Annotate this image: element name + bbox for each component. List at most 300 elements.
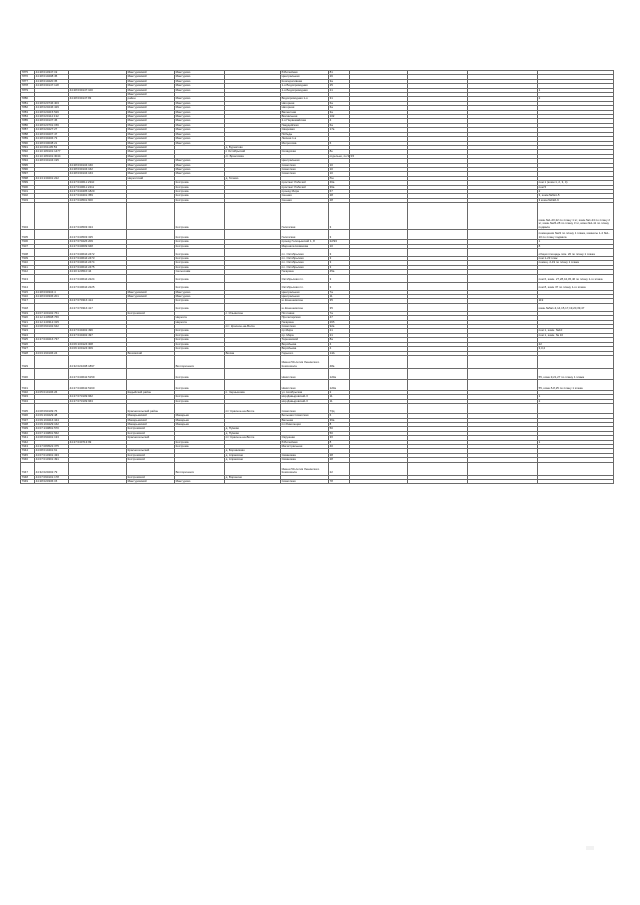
table-cell <box>225 230 281 240</box>
table-cell: 7946 <box>21 458 35 462</box>
table-cell: комн.№1-20,22 по плану 1 эт, комн.№1-24 по плану 2 эт, комн.№26-28 по плану 3 эт, комн.№1-11 по плану подвала <box>538 203 614 230</box>
table-cell: Воробьева <box>281 347 329 351</box>
table-cell: 50 <box>329 427 350 431</box>
table-cell: 7896 <box>21 167 35 171</box>
table-cell <box>350 230 408 240</box>
table-cell: 44:06:100124:308 <box>69 342 127 346</box>
table-cell: 3 <box>329 265 350 269</box>
table-cell: Мантуровский <box>127 123 175 127</box>
table-cell <box>35 249 69 257</box>
table-cell: 7913 <box>21 274 35 282</box>
table-cell: Октябрьская пл. <box>281 282 329 290</box>
table-cell <box>225 282 281 290</box>
table-cell: Лесная 1-я <box>281 137 329 141</box>
table-cell: Мантуровский <box>127 93 175 97</box>
table-cell: 44:28:010208:45 <box>35 75 69 79</box>
table-cell: 7894 <box>21 159 35 163</box>
table-cell: 2 <box>538 97 614 101</box>
table-row <box>21 379 614 390</box>
table-cell: Водопроводная 1-я <box>281 97 329 101</box>
table-cell: Кострома <box>175 181 225 185</box>
table-cell: 44:28:030406:73 <box>35 137 69 141</box>
table-cell <box>408 480 468 484</box>
table-cell: 7929 <box>21 355 35 368</box>
table-cell: Нагорная <box>281 101 329 105</box>
table-cell: п Октябрьский <box>225 150 281 154</box>
page-corner-mark <box>586 846 594 850</box>
table-cell: 44:32:021008:1897 <box>69 355 127 368</box>
table-cell: проезд Мира <box>281 189 329 193</box>
table-cell <box>225 379 281 390</box>
table-cell: б/н <box>329 176 350 180</box>
table-cell: Мантурово <box>175 290 225 294</box>
table-cell: пом 1, комн. № 10 <box>538 333 614 337</box>
table-cell: 44:27:040642:5159 <box>69 368 127 379</box>
table-cell: 44:10:180101:3044 <box>35 154 69 158</box>
table-cell: отдельно, по 9<15 <box>329 153 355 158</box>
table-cell: 44:27:040402:497 <box>69 333 127 337</box>
table-cell: 1-я Водопроводная <box>281 84 329 88</box>
table-cell: 44:27:040644:2475 <box>69 265 127 269</box>
table-cell: Складская <box>281 150 329 154</box>
table-cell: 44:03:190106:24 <box>35 351 69 355</box>
table-cell: Мантуровский <box>127 128 175 132</box>
table-cell: 35 <box>329 299 350 303</box>
table-cell: 102 <box>329 115 350 119</box>
table-cell: 7942 <box>21 440 35 444</box>
table-cell: пом 1, комн. №10 <box>538 329 614 333</box>
table-cell: 67 <box>329 189 350 193</box>
table-cell: Макарьев <box>175 418 225 422</box>
table-cell: ул. Ноябрьская <box>281 390 329 394</box>
table-cell: Мантурово <box>175 123 225 127</box>
table-cell: пл. Октябрьская <box>281 249 329 257</box>
table-cell: 44:28:030137:45 <box>35 119 69 123</box>
table-cell: 28 <box>329 194 350 198</box>
table-cell <box>468 480 538 484</box>
table-cell <box>127 368 175 379</box>
table-cell: Мантуровский <box>127 75 175 79</box>
table-cell: 7914 <box>21 282 35 290</box>
table-cell: Сенная <box>281 194 329 198</box>
table-cell: мкр.Давыдовский-3 <box>281 395 329 399</box>
table-cell: Центральная <box>281 159 329 163</box>
table-cell: район <box>127 97 175 101</box>
table-cell <box>35 355 69 368</box>
table-row <box>21 303 614 311</box>
table-cell: Валентная <box>281 110 329 114</box>
table-cell: 44:27:040402:496 <box>69 329 127 333</box>
table-cell: 7904 <box>21 203 35 230</box>
table-cell: 3,3,4 <box>538 347 614 351</box>
table-cell: Кооперативная <box>281 79 329 83</box>
table-cell: Гагарина <box>281 270 329 274</box>
table-cell: 7933 <box>21 395 35 399</box>
table-cell: 44:28:020246:429 <box>35 106 69 110</box>
table-cell: 26 <box>329 75 350 79</box>
table-cell: 7878 <box>21 84 35 88</box>
table-cell: 44:07:010301:491 <box>35 458 69 462</box>
table-cell: Мантуровский <box>127 106 175 110</box>
table-cell <box>408 368 468 379</box>
table-cell: 3а <box>329 79 350 83</box>
table-cell: Советская <box>281 167 329 171</box>
table-cell: 44:27:070226:209 <box>69 240 127 244</box>
table-cell: 1 <box>538 440 614 444</box>
table-cell: 2 <box>538 189 614 193</box>
table-cell: Кострома <box>175 347 225 351</box>
table-cell: Центральная <box>281 295 329 299</box>
table-cell: Костромской <box>127 427 175 431</box>
table-cell: 73д <box>329 404 350 414</box>
table-cell: 7902 <box>21 194 35 198</box>
table-cell <box>69 480 127 484</box>
table-cell: 7928 <box>21 351 35 355</box>
table-cell: 3 <box>329 261 350 265</box>
table-cell <box>468 379 538 390</box>
table-cell: 44:28:020112:132 <box>35 115 69 119</box>
table-cell <box>538 480 614 484</box>
table-cell: Кострома <box>175 303 225 311</box>
table-cell: 3 <box>329 230 350 240</box>
table-cell: Кострома <box>175 395 225 399</box>
table-cell: д. Пумово <box>225 431 281 435</box>
table-cell: 119 <box>538 299 614 303</box>
table-cell: Мантурово <box>175 137 225 141</box>
table-cell: Кострома <box>175 444 225 448</box>
table-cell: 36а <box>329 185 350 189</box>
table-cell: 3 <box>329 282 350 290</box>
table-cell: 44:27:040611:2310 <box>69 181 127 185</box>
table-cell: 7877 <box>21 79 35 83</box>
table-cell <box>35 203 69 230</box>
table-cell <box>538 404 614 414</box>
table-cell: 44:07:130801:570 <box>35 427 69 431</box>
table-cell: Кострома <box>175 299 225 303</box>
table-cell: Мантуровский <box>127 115 175 119</box>
table-cell <box>225 368 281 379</box>
table-cell: 7900 <box>21 185 35 189</box>
table-cell: 8 <box>329 422 350 426</box>
table-cell: 7940 <box>21 431 35 435</box>
table-cell: 21 <box>329 88 350 92</box>
table-cell: Макарьевский <box>127 422 175 426</box>
table-cell: Мантуровский <box>127 163 175 167</box>
table-row <box>21 480 614 484</box>
table-cell: Имени 50-летия Ленинского Комсомола <box>281 355 329 368</box>
table-cell: 7918 <box>21 303 35 311</box>
table-cell: 7893 <box>21 154 35 158</box>
table-cell: Мантуровский <box>127 480 175 484</box>
table-cell: 44:06:100124:309 <box>69 347 127 351</box>
table-cell: 44:28:030134:162 <box>69 167 127 171</box>
table-cell: Советская <box>281 325 329 329</box>
table-cell: Никитская <box>281 368 329 379</box>
table-row <box>21 404 614 414</box>
table-cell: пом 1 (комн 1, 2, 3, 4) <box>538 181 614 185</box>
table-cell: д. Гилево <box>225 176 281 180</box>
table-cell: мкр.Давыдовский-3 <box>281 399 329 403</box>
table-cell: 7926 <box>21 342 35 346</box>
table-cell: Имени 50-летия Ленинского Комсомола <box>281 462 329 475</box>
table-cell: Волгореченск <box>175 355 225 368</box>
table-cell: 7881 <box>21 101 35 105</box>
table-cell: Центральная <box>281 75 329 79</box>
table-cell: 44:10:180101:1477 <box>35 150 69 154</box>
table-cell: Вохма <box>225 351 281 355</box>
table-cell: Мантурово <box>175 295 225 299</box>
table-cell: 44:27:040644:2225 <box>69 282 127 290</box>
table-cell <box>350 203 408 230</box>
table-cell: 55, комн.5-8,25 по плану 1 этажа <box>538 379 614 390</box>
table-cell: 31 <box>329 97 350 101</box>
table-cell: д. Воронино <box>225 475 281 479</box>
table-cell: с. Ильинское <box>225 311 281 315</box>
table-cell <box>35 230 69 240</box>
table-cell <box>35 274 69 282</box>
table-cell <box>408 462 468 475</box>
table-cell: Нерехта <box>175 316 225 320</box>
table-cell: Мантуровский <box>127 88 175 92</box>
table-cell: 7905 <box>21 230 35 240</box>
table-cell: Нерехтский <box>127 176 175 180</box>
table-cell: 7930 <box>21 368 35 379</box>
table-cell: Кострома <box>175 198 225 202</box>
table-cell: Костромской <box>127 475 175 479</box>
table-cell: 7а <box>329 290 350 294</box>
table-cell: 7903 <box>21 198 35 202</box>
table-cell: 26б <box>329 320 350 324</box>
table-cell: 3б <box>329 436 350 440</box>
table-cell: 7919 <box>21 311 35 315</box>
table-cell: Мантуровский <box>127 84 175 88</box>
table-cell: Макарьевский <box>127 414 175 418</box>
table-cell: 7889 <box>21 137 35 141</box>
table-cell: 44:28:020746:403 <box>35 101 69 105</box>
table-cell <box>69 404 127 414</box>
table-cell: Победы <box>281 132 329 136</box>
table-cell: 40 <box>329 444 350 448</box>
table-cell: 44:28:030134:160 <box>69 163 127 167</box>
table-cell: 44:32:020202:79 <box>35 462 69 475</box>
table-cell: Галичская <box>281 230 329 240</box>
table-cell: 7934 <box>21 399 35 403</box>
table-cell: 7897 <box>21 172 35 176</box>
table-cell: 7917 <box>21 299 35 303</box>
table-cell: 92а <box>329 325 350 329</box>
table-cell: Макарьев <box>175 414 225 418</box>
table-cell: Кострома <box>175 249 225 257</box>
table-cell: Красносельский <box>127 436 175 440</box>
table-cell <box>408 274 468 282</box>
table-cell <box>175 404 225 414</box>
table-cell: Октябрьская пл. <box>281 274 329 282</box>
table-cell: 7901 <box>21 189 35 193</box>
table-cell: Юбилейная <box>281 440 329 444</box>
table-row <box>21 462 614 475</box>
table-cell: 44:28:020215:526 <box>35 110 69 114</box>
table-cell <box>350 282 408 290</box>
table-cell: Советская <box>281 480 329 484</box>
table-cell <box>468 303 538 311</box>
table-cell: 44:27:040501:600 <box>69 198 127 202</box>
table-cell: 6а <box>329 123 350 127</box>
table-cell: 48а <box>329 355 350 368</box>
table-cell: Маршала Новикова <box>281 244 329 248</box>
table-cell: Макарьевский <box>127 418 175 422</box>
table-cell: Гагарина <box>281 320 329 324</box>
table-cell: 44:27:080522:375 <box>35 444 69 448</box>
table-cell: ст. Брантовка <box>225 154 281 158</box>
table-cell <box>468 404 538 414</box>
table-cell: 44:09:160229:162 <box>35 422 69 426</box>
table-cell: Костромской <box>127 311 175 315</box>
table-cell: 47 <box>329 316 350 320</box>
table-cell: 6а <box>329 106 350 110</box>
table-cell: Мантуровский <box>127 172 175 176</box>
table-cell: 11 <box>329 395 350 399</box>
table-cell <box>468 274 538 282</box>
table-cell: 7935 <box>21 404 35 414</box>
table-cell: пр.Мира <box>281 329 329 333</box>
table-cell: 28 <box>329 453 350 457</box>
table-cell <box>225 480 281 484</box>
table-cell: 44:28:030134:163 <box>69 172 127 176</box>
table-cell: Большая Советская <box>281 414 329 418</box>
table-cell: комн.№№1-3,14,15,17,19,20,39,47 <box>538 303 614 311</box>
table-cell <box>350 249 408 257</box>
table-cell: 3 <box>329 257 350 261</box>
table-cell: Вокзальная <box>281 115 329 119</box>
table-cell: 44:28:020336:15 <box>35 480 69 484</box>
table-cell: Сваровая <box>281 128 329 132</box>
table-cell: Мантурово <box>175 172 225 176</box>
table-cell: помещения №22 по плану 1 этажа, комнаты 1-4 №1-10 по плану подвала <box>538 230 614 240</box>
table-cell: 44:27:040609:948 <box>69 244 127 248</box>
table-cell: Мантурово <box>175 97 225 101</box>
table-cell <box>408 355 468 368</box>
table-cell: 44:27:040644:2473 <box>69 257 127 261</box>
table-row <box>21 203 614 230</box>
table-cell: 44:28:030207:47 <box>35 132 69 136</box>
table-cell: Мантуровский <box>127 145 175 149</box>
table-cell: 7886 <box>21 123 35 127</box>
table-cell: 44:28:030147:118 <box>35 84 69 88</box>
table-cell: Мантурово <box>175 141 225 145</box>
table-cell: 120а <box>329 379 350 390</box>
table-cell: 44:28:030134:195 <box>35 159 69 163</box>
table-cell: 44:07:130801:562 <box>35 431 69 435</box>
table-cell: Юбилейная <box>281 71 329 75</box>
table-cell: 44:27:073109:963 <box>69 399 127 403</box>
table-cell: пгт Красное-на-Волге <box>225 404 281 414</box>
table-cell: 44:13:130201:222 <box>35 176 69 180</box>
table-cell: Мантуровский <box>127 167 175 171</box>
table-cell: Кострома <box>175 282 225 290</box>
table-cell: Мантуровский <box>127 137 175 141</box>
table-cell: Костромской <box>127 431 175 435</box>
table-cell: 7888 <box>21 132 35 136</box>
table-cell: 7932 <box>21 390 35 394</box>
table-cell: 44:27:040503:324 <box>69 203 127 230</box>
table-cell: Кострома <box>175 230 225 240</box>
table-cell: 7891 <box>21 145 35 149</box>
table-cell: Мантурово <box>175 106 225 110</box>
table-cell: 45а <box>329 270 350 274</box>
table-cell: 2 <box>329 390 350 394</box>
table-cell <box>350 355 408 368</box>
table-cell: 7927 <box>21 347 35 351</box>
table-cell: проспект Рабочий <box>281 181 329 185</box>
table-cell: 3, комн.№№1-5 <box>538 194 614 198</box>
table-cell: 44:27:040216:737 <box>35 338 69 342</box>
table-cell: Мантуровский <box>127 110 175 114</box>
table-cell: 44:27:040644:2224 <box>69 274 127 282</box>
table-cell <box>350 368 408 379</box>
table-cell: 1 <box>538 395 614 399</box>
table-cell: 7885 <box>21 119 35 123</box>
table-cell: Кострома <box>175 329 225 333</box>
table-cell: Сенная <box>281 198 329 202</box>
table-cell <box>408 249 468 257</box>
table-cell <box>408 404 468 414</box>
table-cell: 8а <box>329 338 350 342</box>
table-cell: Костромской <box>127 453 175 457</box>
table-cell <box>127 249 175 257</box>
table-cell: Кострома <box>175 342 225 346</box>
table-cell <box>538 355 614 368</box>
table-cell: 4 <box>329 119 350 123</box>
table-cell <box>127 282 175 290</box>
table-cell <box>408 379 468 390</box>
table-cell: 10 <box>329 163 350 167</box>
table-cell: 44:28:030336:201 <box>35 295 69 299</box>
table-cell: 7910 <box>21 261 35 265</box>
table-cell: 21 <box>329 329 350 333</box>
table-cell: пом 5 <box>538 185 614 189</box>
table-cell: 7890 <box>21 141 35 145</box>
table-cell: ш.Кинешемское <box>281 303 329 311</box>
table-cell: Мантуровский <box>127 159 175 163</box>
table-cell: Советская <box>281 404 329 414</box>
table-cell <box>468 203 538 230</box>
table-cell: 7895 <box>21 163 35 167</box>
table-row <box>21 355 614 368</box>
table-cell: 7898 <box>21 176 35 180</box>
table-cell: Воробьева <box>281 342 329 346</box>
table-cell: Нагорная <box>281 106 329 110</box>
table-cell: 44:10:061105:53 <box>35 145 69 149</box>
register-table <box>20 70 613 788</box>
table-cell: пр. Мира <box>281 333 329 337</box>
table-cell: 44:27:040503:325 <box>69 230 127 240</box>
table-cell: ш.Кинешемское <box>281 299 329 303</box>
table-cell: Мантурово <box>175 159 225 163</box>
table-cell <box>350 462 408 475</box>
table-cell <box>127 230 175 240</box>
table-cell: Волгореченск <box>175 462 225 475</box>
table-cell: Мантурово <box>175 167 225 171</box>
table-cell: Мантуровский <box>127 150 175 154</box>
table-cell: Кострома <box>175 244 225 248</box>
table-cell: 17а <box>329 128 350 132</box>
table-cell: д. Пумово <box>225 427 281 431</box>
table-cell: Окружная <box>281 436 329 440</box>
table-cell: 50 <box>329 431 350 435</box>
table-cell: Гвардейская <box>281 123 329 127</box>
table-cell: Макарьев <box>175 422 225 426</box>
table-cell: 28 <box>329 458 350 462</box>
